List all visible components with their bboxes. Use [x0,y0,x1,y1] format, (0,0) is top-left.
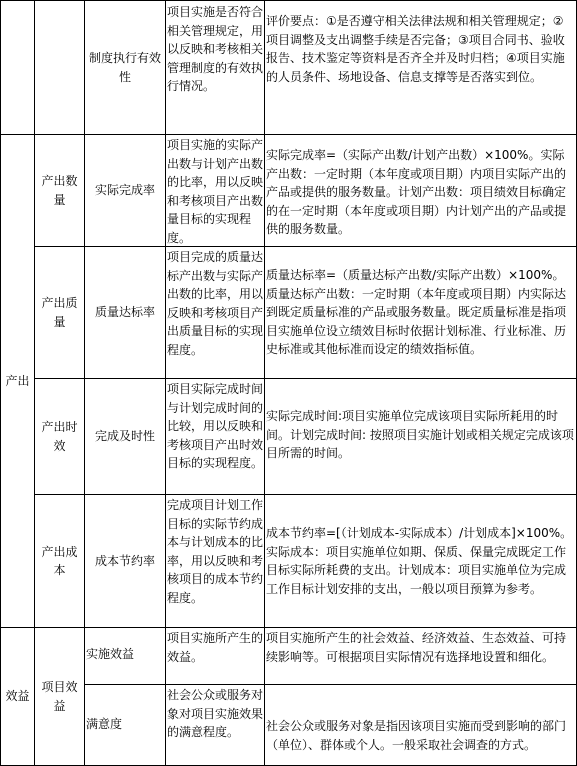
criteria-text: 评价要点：①是否遵守相关法律法规和相关管理规定；②项目调整及支出调整手续是否完备；③项目合同书、验收报告、技术鉴定等资料是否齐全并及时归档；④项目实施的人员条件、场地设备、信息支撑等是否落实到位。 [266,14,565,84]
explanation-text: 项目实施的实际产出数与计划产出数的比率，用以反映和考核项目产出数量目标的实现程度。 [167,138,263,245]
sub-timeliness-label: 产出时效 [41,420,78,453]
indicator-label: 满意度 [86,717,123,731]
explanation-text: 项目实际完成时间与计划完成时间的比较，用以反映和考核项目产出时效目标的实现程度。 [167,382,263,470]
indicator-cell [86,379,164,494]
explanation-cell [167,496,263,627]
explanation-text: 社会公众或服务对象对项目实施效果的满意程度。 [167,688,263,739]
explanation-cell [167,629,263,684]
sub-cost-cell [37,495,82,627]
explanation-cell [167,380,263,494]
explanation-text: 项目实施是否符合相关管理规定，用以反映和考核相关管理制度的有效执行情况。 [167,5,263,93]
rule-5 [0,627,577,628]
criteria-cell [266,717,575,765]
rule-v2b [84,627,85,766]
indicator-cell [86,1,164,134]
indicator-cell [86,135,164,246]
criteria-cell [266,407,575,494]
sub-project-benefit-label: 项目效益 [41,680,78,713]
sub-quantity-cell [37,135,82,246]
criteria-text: 成本节约率=[（计划成本-实际成本）/计划成本]×100%。实际成本：项目实施单位如期、保质、保量完成既定工作目标实际所耗费的支出。计划成本：项目实施单位为完成工作目标计划安排的支出，一般以项目预算为参考。 [266,526,573,596]
indicator-cell [86,495,164,627]
explanation-cell [167,248,263,378]
criteria-cell [266,266,575,378]
criteria-text: 实际完成率=（实际产出数/计划产出数）×100%。实际产出数：一定时期（本年度或项目期）内项目实际产出的产品或提供的服务数量。计划产出数：项目绩效目标确定的在一定时期（本年度或项目期）内计划产出的产品或提供的服务数量。 [266,148,567,236]
sub-quality-cell [37,247,82,378]
group-output-cell [1,135,34,627]
explanation-text: 项目实施所产生的效益。 [167,631,263,664]
group-output-label: 产出 [5,373,30,388]
indicator-cell [86,715,164,745]
explanation-cell [167,3,263,134]
criteria-cell [266,12,575,134]
criteria-cell [266,146,575,246]
criteria-text: 实际完成时间:项目实施单位完成该项目实际所耗用的时间。计划完成时间: 按照项目实施计划或相关规定完成该项目所需的时间。 [266,409,574,460]
group-benefit-cell [1,628,34,765]
rule-v1 [34,0,35,766]
indicator-cell [86,247,164,378]
sub-quantity-label: 产出数量 [41,174,78,207]
sub-cost-label: 产出成本 [41,544,78,577]
sub-quality-label: 产出质量 [41,296,78,329]
rule-v2a [84,0,85,628]
indicator-label: 制度执行有效性 [88,51,161,84]
criteria-cell [266,524,575,627]
explanation-cell [167,686,263,765]
indicator-cell [86,645,164,684]
criteria-text: 质量达标率=（质量达标产出数/实际产出数）×100%。质量达标产出数：一定时期（本年度或项目期）内实际达到既定质量标准的产品或服务数量。既定质量标准是指项目实施单位设立绩效目标时依据计划标准、行业标准、历史标准或其他标准而设定的绩效指标值。 [266,268,567,356]
criteria-text: 项目实施所产生的社会效益、经济效益、生态效益、可持续影响等。可根据项目实际情况有选择地设置和细化。 [266,631,567,664]
explanation-text: 完成项目计划工作目标的实际节约成本与计划成本的比率，用以反映和考核项目的成本节约程度。 [167,498,263,605]
explanation-text: 项目完成的质量达标产出数与实际产出数的比率，用以反映和考核项目产出质量目标的实现程度。 [167,250,263,357]
criteria-cell [266,629,575,684]
indicator-label: 质量达标率 [94,305,155,320]
rule-v3 [165,0,166,766]
indicator-label: 实施效益 [86,647,135,661]
rule-6 [84,684,577,685]
criteria-text: 社会公众或服务对象是指因该项目实施而受到影响的部门（单位）、群体或个人。一般采取社会调查的方式。 [266,719,567,752]
indicator-label: 完成及时性 [94,429,155,444]
indicator-label: 实际完成率 [94,183,155,198]
sub-timeliness-cell [37,379,82,494]
indicator-label: 成本节约率 [94,553,155,568]
explanation-cell [167,136,263,246]
group-benefit-label: 效益 [5,689,30,704]
rule-v4 [264,0,265,766]
sub-project-benefit-cell [36,628,83,765]
